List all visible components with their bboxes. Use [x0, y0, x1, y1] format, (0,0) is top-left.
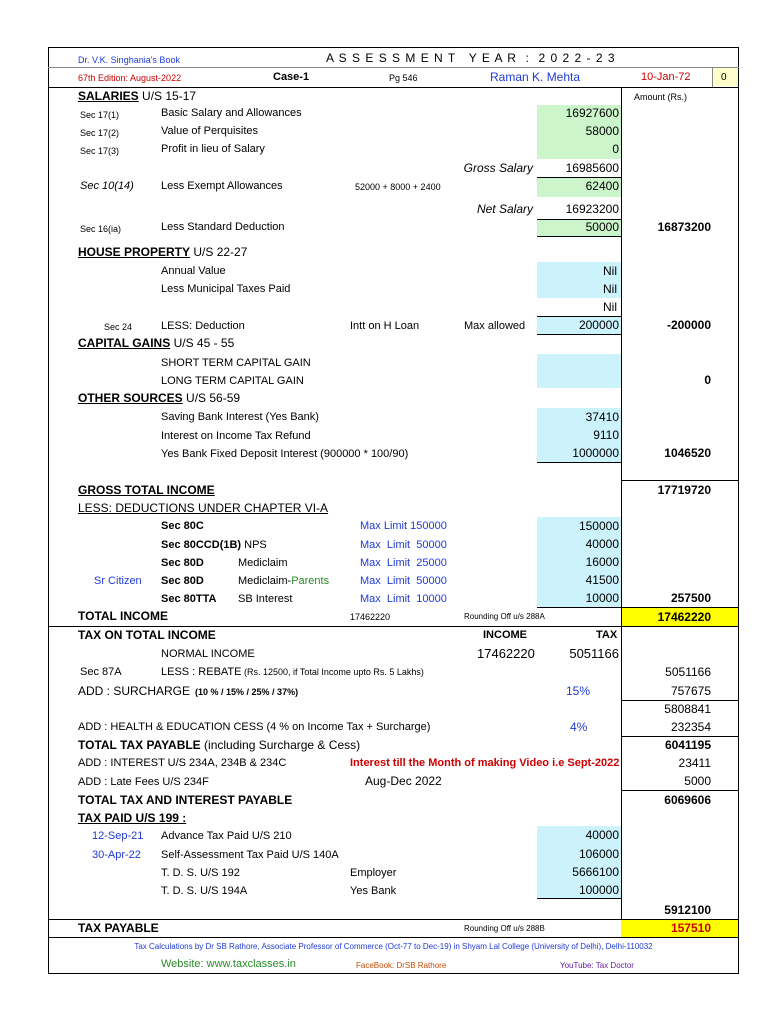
- row-value: 150000: [578, 519, 619, 533]
- total-tax-payable-label: TOTAL TAX PAYABLE (including Surcharge & Cess): [78, 738, 361, 752]
- row-value: 58000: [585, 124, 619, 138]
- tax-payable-label: TAX PAYABLE: [78, 921, 159, 935]
- row-value: 40000: [585, 537, 619, 551]
- fees-value: 5000: [684, 774, 711, 788]
- total-income-label: TOTAL INCOME: [78, 609, 168, 623]
- tax-heading: TAX ON TOTAL INCOME: [78, 628, 216, 642]
- row-value: 37410: [585, 410, 619, 424]
- page-number: Pg 546: [389, 73, 418, 83]
- col-tax: TAX: [596, 629, 618, 641]
- row-value: 40000: [585, 828, 619, 842]
- capital-total: 0: [704, 373, 711, 387]
- row-label: NORMAL INCOME: [161, 648, 255, 660]
- total-tax-interest-value: 6069606: [664, 793, 711, 807]
- total-income-value: 17462220: [657, 610, 711, 624]
- row-value: Nil: [603, 264, 617, 278]
- row-label: Less Standard Deduction: [161, 221, 285, 233]
- sr-citizen-label: Sr Citizen: [94, 575, 142, 587]
- assessee-name: Raman K. Mehta: [490, 70, 581, 84]
- deduction-sec: Sec 80D: [161, 557, 204, 569]
- row-value: 5666100: [572, 865, 619, 879]
- row-label: SHORT TERM CAPITAL GAIN: [161, 357, 311, 369]
- tax-paid-total: 5912100: [664, 903, 711, 917]
- footer-credit: Tax Calculations by Dr SB Rathore, Associate Professor of Commerce (Oct-77 to Dec-19) in Shyam Lal College (University of Delhi), Delhi-110032: [134, 942, 653, 951]
- surcharge-label: ADD : SURCHARGE (10 % / 15% / 25% / 37%): [78, 684, 299, 698]
- deduction-sec: Sec 80C: [161, 520, 204, 532]
- row-value: 16000: [585, 555, 619, 569]
- interest-label: ADD : INTEREST U/S 234A, 234B & 234C: [78, 757, 287, 769]
- row-value: 0: [612, 142, 619, 156]
- row-value: Nil: [603, 282, 617, 296]
- deduction-limit: Max Limit 50000: [360, 575, 447, 587]
- amount-header: Amount (Rs.): [634, 92, 688, 102]
- tax-subtotal: 5808841: [664, 702, 711, 716]
- row-label: Interest on Income Tax Refund: [161, 430, 311, 442]
- deduction-desc: Mediclaim: [238, 557, 288, 569]
- rounding-note: Rounding Off u/s 288B: [464, 924, 545, 933]
- row-value: 200000: [578, 318, 619, 332]
- salaries-total: 16873200: [657, 220, 711, 234]
- exempt-calc: 52000 + 8000 + 2400: [355, 182, 441, 192]
- assessment-year-title: A S S E S S M E N T Y E A R : 2 0 2 2 - 2 3: [326, 51, 616, 65]
- rebate-value: 5051166: [665, 665, 711, 679]
- deductions-total: 257500: [670, 591, 711, 605]
- house-total: -200000: [666, 318, 711, 332]
- divider: [537, 316, 621, 317]
- col-income: INCOME: [483, 629, 527, 641]
- deduction-limit: Max Limit 150000: [360, 520, 447, 532]
- tax-paid-heading: TAX PAID U/S 199 :: [78, 811, 187, 825]
- row-value: 10000: [585, 591, 619, 605]
- cess-value: 232354: [670, 720, 711, 734]
- divider: [48, 919, 739, 920]
- divider: [48, 67, 739, 68]
- total-tax-interest-label: TOTAL TAX AND INTEREST PAYABLE: [78, 793, 293, 807]
- sec-label: Sec 17(2): [80, 128, 120, 138]
- gross-salary-label: Gross Salary: [463, 161, 533, 175]
- cess-rate: 4%: [570, 720, 588, 734]
- deduction-limit: Max Limit 50000: [360, 539, 447, 551]
- surcharge-value: 757675: [670, 684, 711, 698]
- row-label: Saving Bank Interest (Yes Bank): [161, 411, 319, 423]
- row-label: Basic Salary and Allowances: [161, 107, 302, 119]
- gross-salary-value: 16985600: [565, 161, 619, 175]
- divider: [48, 87, 739, 88]
- gti-value: 17719720: [657, 483, 711, 497]
- fees-label: ADD : Late Fees U/S 234F: [78, 776, 209, 788]
- surcharge-rate: 15%: [566, 684, 591, 698]
- deduction-type: Intt on H Loan: [350, 320, 420, 332]
- row-label: T. D. S. U/S 192: [161, 867, 240, 879]
- normal-tax: 5051166: [569, 646, 619, 661]
- row-value: 41500: [585, 573, 619, 587]
- payer: Employer: [350, 867, 397, 879]
- normal-income: 17462220: [477, 646, 535, 661]
- divider: [537, 334, 621, 335]
- row-label: Less Exempt Allowances: [161, 180, 283, 192]
- website-link[interactable]: Website: www.taxclasses.in: [161, 958, 296, 970]
- divider: [537, 607, 739, 608]
- deduction-desc: SB Interest: [238, 593, 293, 605]
- divider: [537, 898, 621, 899]
- divider: [537, 236, 621, 237]
- row-label: T. D. S. U/S 194A: [161, 885, 248, 897]
- divider: [712, 68, 713, 87]
- row-label: Less Municipal Taxes Paid: [161, 283, 291, 295]
- row-label: Value of Perquisites: [161, 125, 259, 137]
- row-value: 1000000: [572, 446, 619, 460]
- row-value: 106000: [578, 847, 619, 861]
- row-value: 9110: [593, 428, 619, 442]
- rounding-note: Rounding Off u/s 288A: [464, 612, 545, 621]
- sec-label: Sec 17(1): [80, 110, 120, 120]
- divider: [537, 462, 621, 463]
- book-title: Dr. V.K. Singhania's Book: [78, 55, 180, 65]
- deduction-max: Max allowed: [464, 320, 526, 332]
- sec-label: Sec 87A: [80, 666, 122, 678]
- date-of-birth: 10-Jan-72: [641, 71, 691, 83]
- sec-label: Sec 16(ia): [80, 224, 122, 234]
- paid-date: 12-Sep-21: [92, 830, 144, 842]
- gti-label: GROSS TOTAL INCOME: [78, 483, 215, 497]
- paid-date: 30-Apr-22: [92, 849, 141, 861]
- other-total: 1046520: [664, 446, 711, 460]
- total-income-raw: 17462220: [350, 612, 391, 622]
- row-value: Nil: [603, 300, 617, 314]
- salaries-heading: SALARIES U/S 15-17: [78, 89, 197, 103]
- row-label: LONG TERM CAPITAL GAIN: [161, 375, 304, 387]
- row-label: Profit in lieu of Salary: [161, 143, 265, 155]
- deduction-sec: Sec 80D: [161, 575, 204, 587]
- case-number: Case-1: [273, 71, 310, 83]
- facebook-link[interactable]: FaceBook: DrSB Rathore: [356, 961, 447, 970]
- edition: 67th Edition: August-2022: [78, 73, 182, 83]
- row-value: 62400: [585, 179, 619, 193]
- capital-heading: CAPITAL GAINS U/S 45 - 55: [78, 336, 235, 350]
- tax-payable-value: 157510: [670, 921, 711, 935]
- cess-label: ADD : HEALTH & EDUCATION CESS (4 % on Income Tax + Surcharge): [78, 721, 431, 733]
- deduction-desc: Mediclaim-Parents: [238, 575, 330, 587]
- net-salary-label: Net Salary: [476, 202, 533, 216]
- fees-note: Aug-Dec 2022: [365, 774, 442, 788]
- net-salary-value: 16923200: [565, 202, 619, 216]
- sec-label: Sec 10(14): [80, 180, 134, 192]
- interest-value: 23411: [678, 756, 711, 770]
- divider: [537, 177, 621, 178]
- row-label: Annual Value: [161, 265, 226, 277]
- total-tax-payable-value: 6041195: [664, 738, 711, 752]
- house-heading: HOUSE PROPERTY U/S 22-27: [78, 245, 248, 259]
- deduction-sec: Sec 80CCD(1B) NPS: [161, 539, 267, 551]
- row-label: LESS: Deduction: [161, 320, 245, 332]
- row-label: Yes Bank Fixed Deposit Interest (900000 * 100/90): [161, 448, 409, 460]
- rebate-label: LESS : REBATE (Rs. 12500, if Total Income upto Rs. 5 Lakhs): [161, 666, 424, 678]
- flag-value: 0: [721, 72, 727, 83]
- divider: [48, 937, 739, 938]
- divider: [48, 626, 739, 627]
- divider: [621, 700, 739, 701]
- other-heading: OTHER SOURCES U/S 56-59: [78, 391, 241, 405]
- deductions-heading: LESS: DEDUCTIONS UNDER CHAPTER VI-A: [78, 501, 329, 515]
- row-label: Advance Tax Paid U/S 210: [161, 830, 292, 842]
- deduction-limit: Max Limit 25000: [360, 557, 447, 569]
- deduction-sec: Sec 80TTA: [161, 593, 217, 605]
- sec-label: Sec 17(3): [80, 146, 120, 156]
- divider: [621, 736, 739, 737]
- divider: [621, 480, 739, 481]
- row-label: Self-Assessment Tax Paid U/S 140A: [161, 849, 339, 861]
- divider: [621, 790, 739, 791]
- row-value: 50000: [585, 220, 619, 234]
- payer: Yes Bank: [350, 885, 397, 897]
- sec-label: Sec 24: [104, 322, 133, 332]
- row-value: 16927600: [565, 106, 619, 120]
- youtube-link[interactable]: YouTube: Tax Doctor: [560, 961, 634, 970]
- row-value: 100000: [578, 883, 619, 897]
- interest-note: Interest till the Month of making Video i.e Sept-2022: [350, 757, 620, 769]
- deduction-limit: Max Limit 10000: [360, 593, 447, 605]
